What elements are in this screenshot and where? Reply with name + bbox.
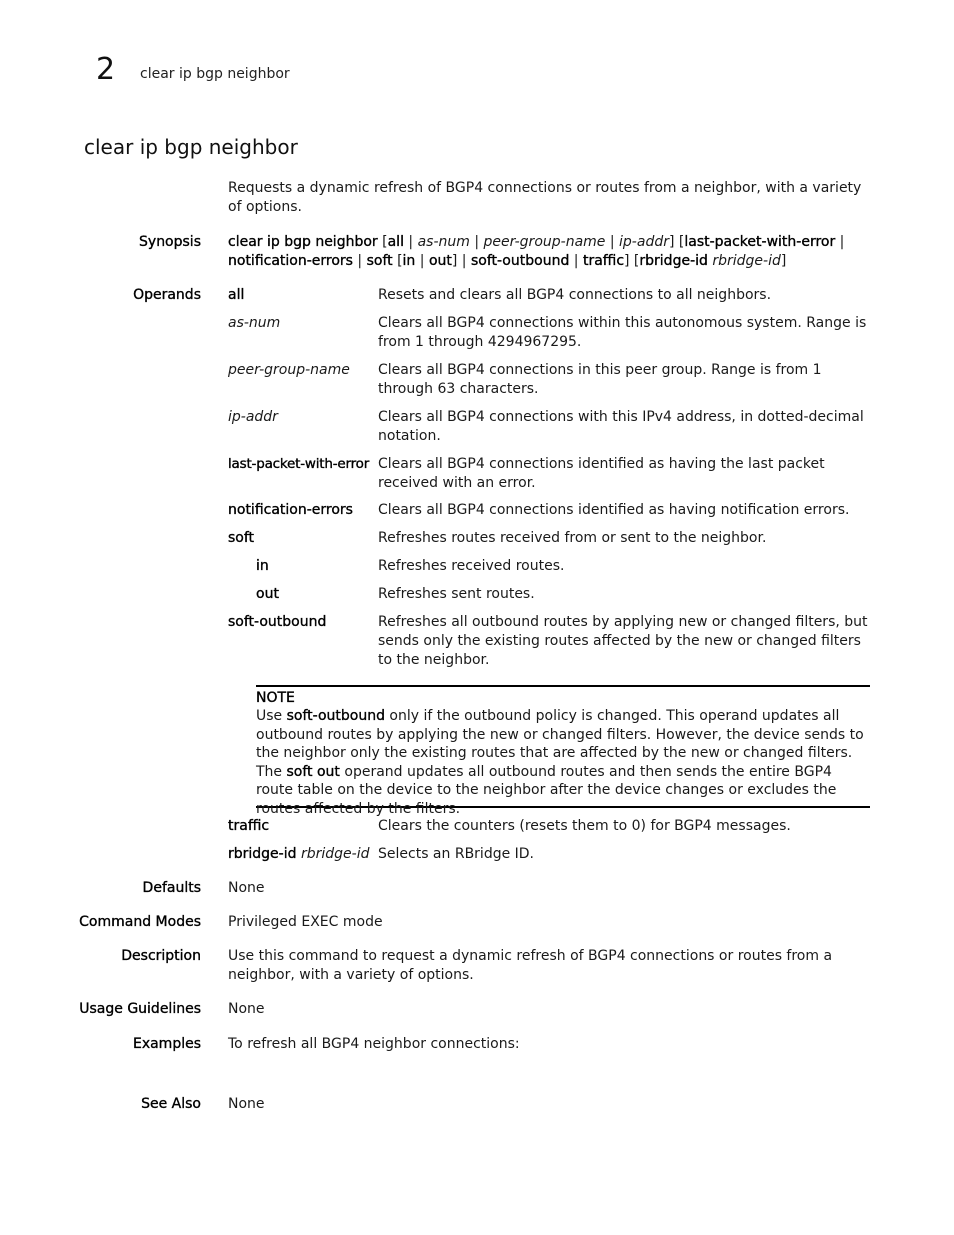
operand-description: Refreshes all outbound routes by applying new or changed filters, but sends only the existing routes affected by the new or changed filters to the neighbor. bbox=[378, 614, 868, 668]
synopsis-label: Synopsis bbox=[139, 234, 201, 250]
operand-term: soft bbox=[228, 530, 255, 546]
synopsis-part: [ bbox=[377, 234, 388, 250]
operand-description: Clears all BGP4 connections in this peer group. Range is from 1 through 63 characters. bbox=[378, 362, 822, 397]
note-part: only if the outbound policy is changed. This operand updates all outbound routes by applying the new or changed filters. However, the device sends to the neighbor only the existing routes that are affected by the new or changed filters. The bbox=[256, 708, 864, 780]
operand-description: Resets and clears all BGP4 connections to all neighbors. bbox=[378, 287, 772, 303]
operands-label: Operands bbox=[133, 287, 201, 303]
usage-guidelines-label: Usage Guidelines bbox=[79, 1001, 201, 1017]
operand-term: traffic bbox=[228, 818, 270, 834]
note-label: NOTE bbox=[256, 690, 295, 706]
operand-description: Refreshes routes received from or sent to the neighbor. bbox=[378, 530, 767, 546]
operand-term-keyword: rbridge-id bbox=[228, 846, 297, 862]
operand-term: last-packet-with-error bbox=[228, 456, 370, 472]
note-part: soft-outbound bbox=[286, 708, 385, 724]
synopsis-part: in bbox=[402, 253, 416, 269]
operand-term: notification-errors bbox=[228, 502, 353, 518]
operand-term-argument: rbridge-id bbox=[300, 846, 370, 862]
running-header-title: clear ip bgp neighbor bbox=[140, 66, 290, 82]
synopsis-part: ] | bbox=[451, 253, 471, 269]
synopsis-part: ] [ bbox=[668, 234, 685, 250]
operand-term-rbridge bbox=[228, 845, 373, 864]
operand-description: Refreshes received routes. bbox=[378, 558, 565, 574]
synopsis-part: ] bbox=[780, 253, 787, 269]
operand-term: out bbox=[256, 586, 279, 602]
note-text bbox=[256, 707, 868, 819]
page-title: clear ip bgp neighbor bbox=[84, 135, 298, 159]
defaults-label: Defaults bbox=[142, 880, 201, 896]
synopsis-part: | bbox=[403, 234, 418, 250]
operand-description: Clears all BGP4 connections with this IPv4 address, in dotted-decimal notation. bbox=[378, 409, 864, 444]
operand-description: Clears all BGP4 connections identified as having notification errors. bbox=[378, 502, 850, 518]
note-box bbox=[256, 685, 870, 817]
operand-term: ip-addr bbox=[228, 409, 278, 425]
operand-description: Selects an RBridge ID. bbox=[378, 846, 535, 862]
usage-guidelines-text: None bbox=[228, 1001, 265, 1017]
synopsis-part: out bbox=[428, 253, 452, 269]
synopsis-part: ip-addr bbox=[619, 234, 669, 250]
note-part: operand updates all outbound routes and then sends the entire BGP4 route table on the device to the neighbor after the device changes or excludes the routes affected by the filters. bbox=[256, 763, 837, 817]
operand-description: Clears all BGP4 connections within this autonomous system. Range is from 1 through 4294967295. bbox=[378, 315, 867, 350]
synopsis-part: clear ip bgp neighbor bbox=[228, 234, 378, 250]
note-part: Use bbox=[256, 708, 287, 724]
synopsis-text bbox=[228, 233, 870, 271]
operand-description: Refreshes sent routes. bbox=[378, 586, 535, 602]
intro-paragraph: Requests a dynamic refresh of BGP4 connections or routes from a neighbor, with a variety of options. bbox=[228, 180, 862, 215]
synopsis-part: as-num bbox=[417, 234, 470, 250]
operand-term: soft-outbound bbox=[228, 614, 327, 630]
defaults-text: None bbox=[228, 880, 265, 896]
operand-term: peer-group-name bbox=[228, 362, 350, 378]
synopsis-part: | bbox=[415, 253, 429, 269]
synopsis-part: | bbox=[352, 253, 367, 269]
operand-term: in bbox=[256, 558, 269, 574]
note-part: soft out bbox=[286, 763, 340, 780]
see-also-label: See Also bbox=[141, 1096, 201, 1112]
synopsis-part: notification-errors bbox=[228, 253, 353, 269]
operand-term: as-num bbox=[228, 315, 281, 331]
synopsis-part: soft-outbound bbox=[470, 253, 570, 269]
synopsis-part: traffic bbox=[582, 253, 625, 269]
synopsis-part: | bbox=[569, 253, 583, 269]
operand-description: Clears the counters (resets them to 0) for BGP4 messages. bbox=[378, 818, 791, 834]
synopsis-part: | bbox=[605, 234, 620, 250]
synopsis-part: all bbox=[387, 234, 404, 250]
command-modes-label: Command Modes bbox=[79, 914, 201, 930]
synopsis-part: rbridge-id bbox=[712, 253, 781, 269]
synopsis-part: peer-group-name bbox=[483, 234, 606, 250]
operand-description: Clears all BGP4 connections identified as having the last packet received with an error. bbox=[378, 456, 825, 491]
synopsis-part: | bbox=[469, 234, 484, 250]
synopsis-part: soft bbox=[366, 253, 393, 269]
description-label: Description bbox=[121, 948, 201, 964]
see-also-text: None bbox=[228, 1096, 265, 1112]
synopsis-part: ] [ bbox=[624, 253, 640, 269]
chapter-number: 2 bbox=[96, 52, 116, 87]
synopsis-part: | bbox=[835, 234, 845, 250]
examples-text: To refresh all BGP4 neighbor connections: bbox=[228, 1036, 520, 1052]
description-text: Use this command to request a dynamic refresh of BGP4 connections or routes from a neighbor, with a variety of options. bbox=[228, 948, 833, 983]
synopsis-part: [ bbox=[392, 253, 403, 269]
synopsis-part: last-packet-with-error bbox=[684, 234, 836, 250]
examples-label: Examples bbox=[132, 1036, 201, 1052]
command-modes-text: Privileged EXEC mode bbox=[228, 914, 383, 930]
operand-term: all bbox=[228, 287, 245, 303]
synopsis-part: rbridge-id bbox=[639, 253, 708, 269]
